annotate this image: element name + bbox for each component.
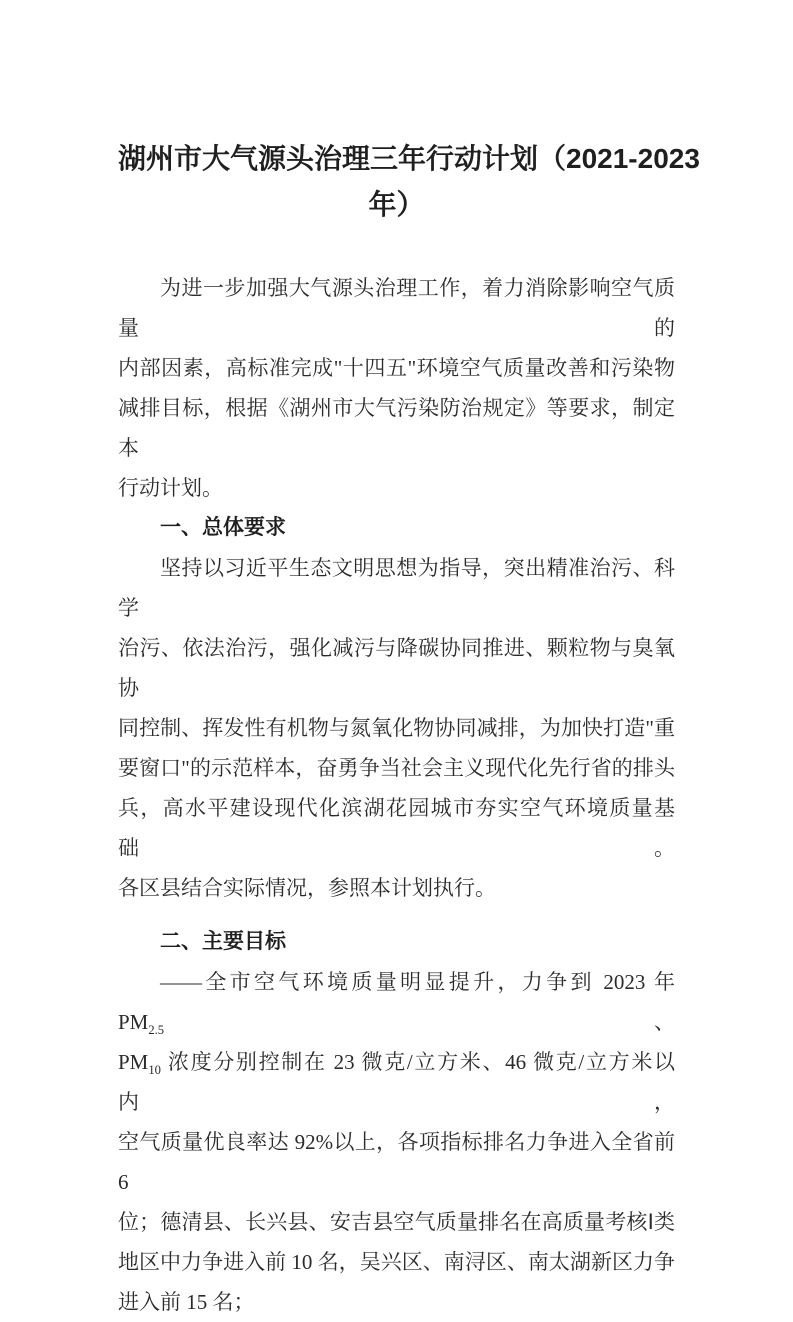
page-title — [118, 136, 700, 228]
section-2-paragraph-line-5: 地区中力争进入前 10 名，吴兴区、南浔区、南太湖新区力争 — [118, 1250, 675, 1274]
section-1-paragraph-line-3: 同控制、挥发性有机物与氮氧化物协同减排，为加快打造"重 — [118, 716, 675, 740]
section-2-paragraph-line-3: 空气质量优良率达 92%以上，各项指标排名力争进入全省前 6 — [118, 1130, 675, 1194]
section-1-paragraph-line-5: 兵，高水平建设现代化滨湖花园城市夯实空气环境质量基础。 — [118, 796, 675, 860]
section-2-paragraph-line-2: $PM_{10}$ 浓度分别控制在 23 微克/立方米、46 微克/立方米以内， — [118, 1050, 675, 1114]
section-2-heading: 二、主要目标 — [160, 930, 286, 953]
intro-paragraph-line-4: 行动计划。 — [118, 476, 223, 500]
section-1-paragraph-line-1: 坚持以习近平生态文明思想为指导，突出精准治污、科学 — [118, 556, 675, 620]
page-title-line-2: 年） — [368, 189, 425, 220]
section-1-paragraph-line-4: 要窗口"的示范样本，奋勇争当社会主义现代化先行省的排头 — [118, 756, 675, 780]
intro-paragraph — [118, 268, 675, 508]
page-title-line-1: 湖州市大气源头治理三年行动计划（2021-2023 — [118, 143, 700, 174]
document-body — [118, 268, 675, 1322]
section-1-paragraph-line-6: 各区县结合实际情况，参照本计划执行。 — [118, 876, 496, 900]
section-2-paragraph-line-6: 进入前 15 名； — [118, 1290, 255, 1314]
section-2-paragraph-line-4: 位；德清县、长兴县、安吉县空气质量排名在高质量考核Ⅰ类 — [118, 1210, 675, 1234]
intro-paragraph-line-1: 为进一步加强大气源头治理工作，着力消除影响空气质量的 — [118, 276, 675, 340]
section-1-paragraph — [118, 548, 675, 908]
section-2-paragraph-line-1: ——全市空气环境质量明显提升，力争到 2023 年 $PM_{2.5}$、 — [118, 970, 675, 1038]
intro-paragraph-line-2: 内部因素，高标准完成"十四五"环境空气质量改善和污染物 — [118, 356, 675, 380]
intro-paragraph-line-3: 减排目标，根据《湖州市大气污染防治规定》等要求，制定本 — [118, 396, 675, 460]
section-1-paragraph-line-2: 治污、依法治污，强化减污与降碳协同推进、颗粒物与臭氧协 — [118, 636, 675, 700]
section-1-heading: 一、总体要求 — [160, 516, 286, 539]
section-2-paragraph — [118, 962, 675, 1322]
